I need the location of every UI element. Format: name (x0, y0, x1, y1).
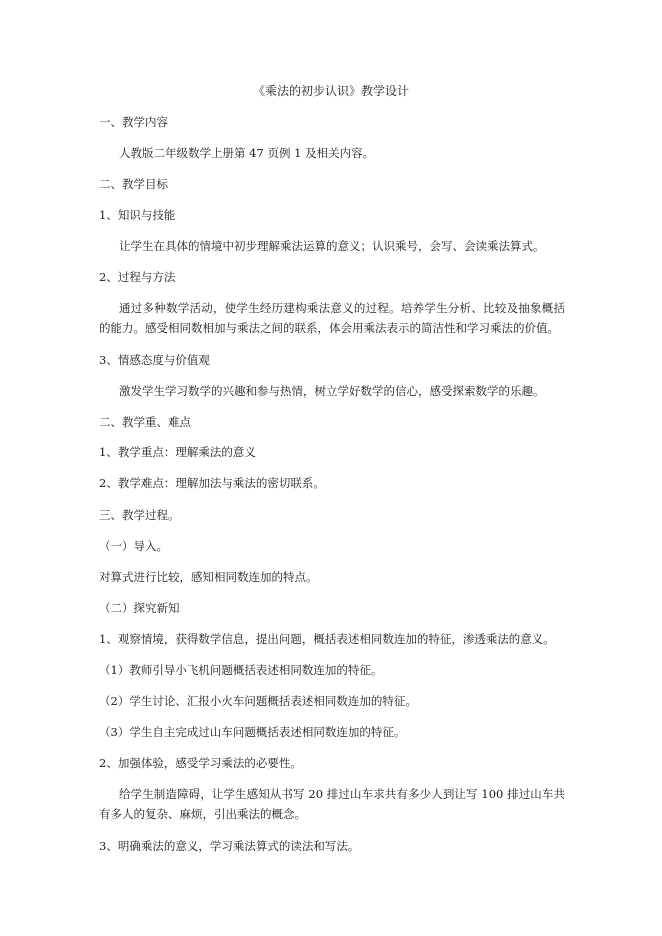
subheading-process: 2、过程与方法 (99, 270, 176, 284)
explore-step-2: 2、加强体验，感受学习乘法的必要性。 (99, 756, 302, 770)
difficult-point: 2、教学难点：理解加法与乘法的密切联系。 (99, 476, 325, 490)
subheading-knowledge: 1、知识与技能 (99, 208, 176, 222)
section-heading-content: 一、教学内容 (99, 115, 168, 129)
section-heading-process: 三、教学过程。 (99, 508, 180, 522)
explore-step-1-1: （1）教师引导小飞机问题概括表述相同数连加的特征。 (99, 663, 383, 677)
subheading-explore: （二）探究新知 (99, 601, 180, 615)
explore-step-3: 3、明确乘法的意义，学习乘法算式的读法和写法。 (99, 839, 360, 853)
paragraph-knowledge: 让学生在具体的情境中初步理解乘法运算的意义；认识乘号，会写、会读乘法算式。 (119, 239, 545, 253)
section-heading-key-points: 二、教学重、难点 (99, 415, 191, 429)
section-heading-goals: 二、教学目标 (99, 177, 168, 191)
paragraph-explore-step-2: 给学生制造障碍，让学生感知从书写 20 排过山车求共有多少人到让写 100 排过山车共有多人的复杂、麻烦，引出乘法的概念。 (99, 787, 565, 821)
key-point: 1、教学重点：理解乘法的意义 (99, 445, 256, 459)
section-body-content: 人教版二年级数学上册第 47 页例 1 及相关内容。 (119, 146, 375, 160)
explore-step-1-2: （2）学生讨论、汇报小火车问题概括表述相同数连加的特征。 (99, 694, 417, 708)
document-title: 《乘法的初步认识》教学设计 (252, 84, 409, 98)
subheading-intro: （一）导入。 (99, 539, 168, 553)
paragraph-process: 通过多种数学活动，使学生经历建构乘法意义的过程。培养学生分析、比较及抽象概括的能力。感受相同数相加与乘法之间的联系，体会用乘法表示的简洁性和学习乘法的价值。 (99, 301, 565, 335)
subheading-attitude: 3、情感态度与价值观 (99, 353, 210, 367)
paragraph-intro: 对算式进行比较，感知相同数连加的特点。 (99, 570, 318, 584)
explore-step-1-3: （3）学生自主完成过山车问题概括表述相同数连加的特征。 (99, 725, 406, 739)
explore-step-1: 1、观察情境，获得数学信息，提出问题，概括表述相同数连加的特征，渗透乘法的意义。 (99, 632, 555, 646)
paragraph-attitude: 激发学生学习数学的兴趣和参与热情，树立学好数学的信心，感受探索数学的乐趣。 (119, 384, 545, 398)
